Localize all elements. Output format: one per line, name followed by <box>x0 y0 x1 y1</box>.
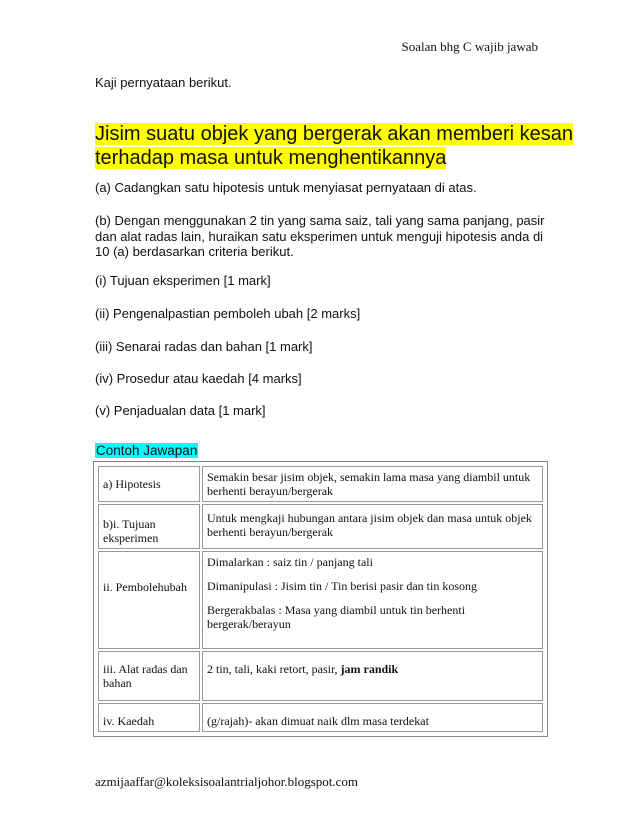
table-row <box>98 703 543 732</box>
row-content: Untuk mengkaji hubungan antara jisim objek dan masa untuk objek berhenti berayun/bergerak <box>202 504 543 549</box>
footer-email: azmijaaffar@koleksisoalantrialjohor.blogspot.com <box>95 774 358 789</box>
criteria-ii: (ii) Pengenalpastian pemboleh ubah [2 marks] <box>95 306 361 321</box>
answer-table <box>93 461 548 737</box>
headline-highlight: Jisim suatu objek yang bergerak akan memberi kesan terhadap masa untuk menghentikannya <box>95 123 574 169</box>
criteria-iv: (iv) Prosedur atau kaedah [4 marks] <box>95 371 302 386</box>
table-row <box>98 466 543 502</box>
row-label: iii. Alat radas dan bahan <box>98 651 200 701</box>
manipulated-variable: Dimanipulasi : Jisim tin / Tin berisi pasir dan tin kosong <box>207 579 478 593</box>
headline-statement <box>95 122 575 170</box>
row-label: ii. Pembolehubah <box>98 551 200 649</box>
answer-title: Contoh Jawapan <box>96 443 198 458</box>
question-a: (a) Cadangkan satu hipotesis untuk menyiasat pernyataan di atas. <box>95 180 477 195</box>
row-label: b)i. Tujuan eksperimen <box>98 504 200 549</box>
apparatus-list: 2 tin, tali, kaki retort, pasir, <box>207 662 341 676</box>
row-content <box>202 651 543 701</box>
constant-variable: Dimalarkan : saiz tin / panjang tali <box>207 555 373 569</box>
stopwatch-label: jam randik <box>340 662 399 676</box>
criteria-v: (v) Penjadualan data [1 mark] <box>95 403 266 418</box>
intro-text: Kaji pernyataan berikut. <box>95 75 232 90</box>
row-content: (g/rajah)- akan dimuat naik dlm masa terdekat <box>202 703 543 732</box>
table-row <box>98 551 543 649</box>
row-label: iv. Kaedah <box>98 703 200 732</box>
responding-variable: Bergerakbalas : Masa yang diambil untuk tin berhenti bergerak/berayun <box>207 603 466 631</box>
row-label: a) Hipotesis <box>98 466 200 502</box>
row-content: Semakin besar jisim objek, semakin lama masa yang diambil untuk berhenti berayun/bergerak <box>202 466 543 502</box>
header-note: Soalan bhg C wajib jawab <box>401 39 538 54</box>
criteria-iii: (iii) Senarai radas dan bahan [1 mark] <box>95 339 313 354</box>
criteria-i: (i) Tujuan eksperimen [1 mark] <box>95 273 271 288</box>
question-b: (b) Dengan menggunakan 2 tin yang sama saiz, tali yang sama panjang, pasir dan alat radas lain, huraikan satu eksperimen untuk menguji hipotesis anda di 10 (a) berdasarkan criteria berikut. <box>95 213 545 259</box>
table-row <box>98 651 543 701</box>
row-content <box>202 551 543 649</box>
table-row <box>98 504 543 549</box>
